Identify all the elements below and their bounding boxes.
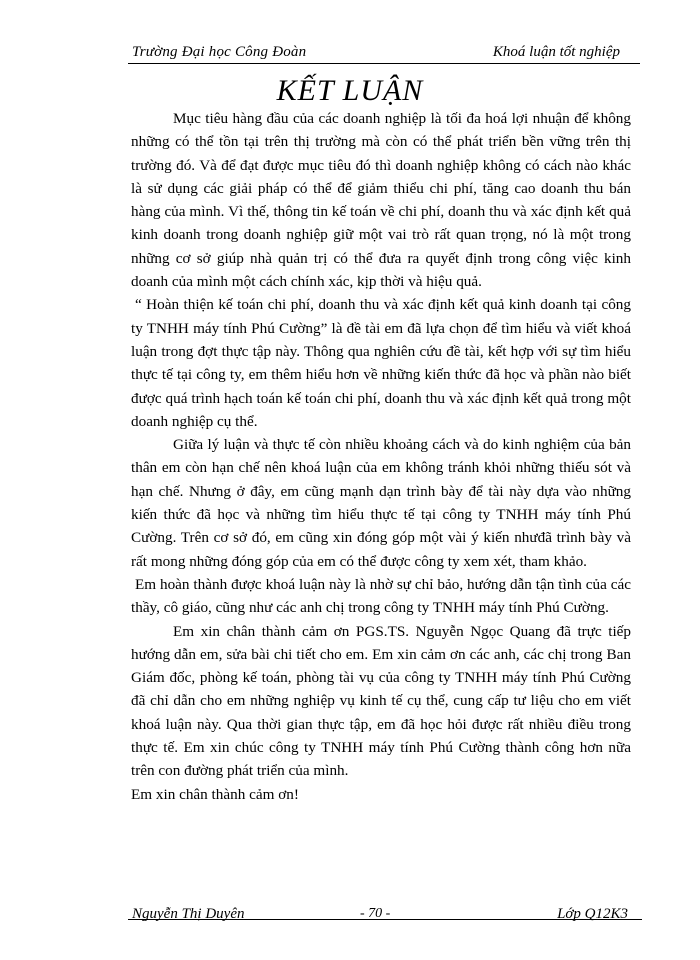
page-footer [128,906,642,926]
page-number: - 70 - [360,906,391,921]
paragraph-4: Em hoàn thành được khoá luận này là nhờ sự chỉ bảo, hướng dẫn tận tình của các thầy, cô giáo, cũng như các anh chị trong công ty TNHH máy tính Phú Cường. [131,575,631,617]
page-header [128,44,640,64]
header-university: Trường Đại học Công Đoàn [132,44,307,60]
paragraph-closing: Em xin chân thành cảm ơn! [131,785,299,803]
paragraph-2: “ Hoàn thiện kế toán chi phí, doanh thu và xác định kết quả kinh doanh tại công ty TNHH máy tính Phú Cường” là đề tài em đã lựa chọn để tìm hiểu và viết khoá luận trong đợt thực tập này. Thông qua nghiên cứu đề tài, kết hợp với sự tìm hiểu thực tế tại công ty, em thêm hiểu hơn về những kiến thức đã học và phần nào biết được quá trình hạch toán kế toán chi phí, doanh thu và xác định kết quả trong một doanh nghiệp cụ thể. [131,296,631,430]
paragraph-3: Giữa lý luận và thực tế còn nhiều khoảng cách và do kinh nghiệm của bản thân em còn hạn chế nên khoá luận của em không tránh khỏi những thiếu sót và hạn chế. Nhưng ở đây, em cũng mạnh dạn trình bày để tài này dựa vào những kiến thức đã học và những tìm hiểu thực tế tại công ty TNHH máy tính Phú Cường. Trên cơ sở đó, em cũng xin đóng góp một vài ý kiến nhưđã trình bày và rất mong những đóng góp của em có thể được công ty xem xét, tham khảo. [131,436,631,570]
header-divider [128,63,640,64]
paragraph-5: Em xin chân thành cảm ơn PGS.TS. Nguyễn Ngọc Quang đã trực tiếp hướng dẫn em, sửa bài chi tiết cho em. Em xin cảm ơn các anh, các chị trong Ban Giám đốc, phòng kế toán, phòng tài vụ của công ty TNHH máy tính Phú Cường đã chỉ dẫn cho em những nghiệp vụ kinh tế cụ thể, cung cấp tư liệu cho em viết khoá luận này. Qua thời gian thực tập, em đã học hỏi được rất nhiều điều trong thực tế. Em xin chúc công ty TNHH máy tính Phú Cường thành công hơn nữa trên con đường phát triển của mình. [131,622,631,780]
footer-author: Nguyễn Thị Duyên [132,906,245,922]
document-body [131,107,631,806]
paragraph-1: Mục tiêu hàng đầu của các doanh nghiệp là tối đa hoá lợi nhuận để không những có thể tồn tại trên thị trường mà còn có thể phát triển bền vững trên thị trường đó. Và để đạt được mục tiêu đó thì doanh nghiệp không có cách nào khác là sử dụng các giải pháp có thể để giảm thiểu chi phí, tăng cao doanh thu bán hàng của mình. Vì thế, thông tin kế toán về chi phí, doanh thu và xác định kết quả kinh doanh trong doanh nghiệp giữ một vai trò rất quan trọng, nó là một trong những cơ sở giúp nhà quản trị có thể đưa ra quyết định trong công việc kinh doanh của mình một cách chính xác, kịp thời và hiệu quả. [131,110,631,291]
header-thesis-label: Khoá luận tốt nghiệp [492,44,620,60]
page-title: KẾT LUẬN [276,74,424,107]
footer-class: Lớp Q12K3 [557,906,628,922]
